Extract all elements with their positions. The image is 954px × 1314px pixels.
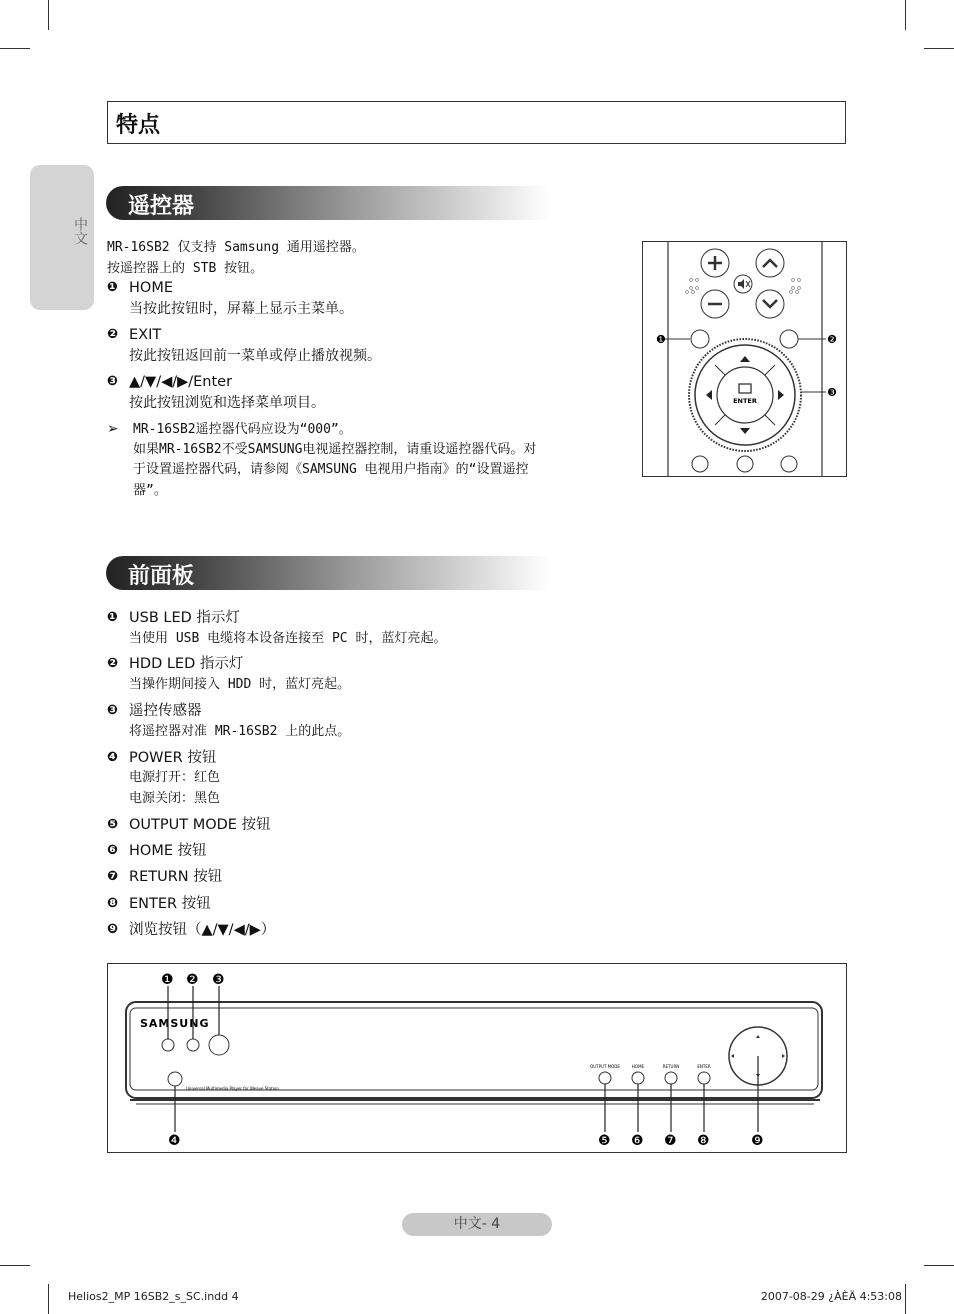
front-item-title: RETURN 按钮 [129, 869, 223, 885]
enter-label: ENTER [733, 397, 757, 405]
front-item-desc: 当操作期间接入 HDD 时，蓝灯亮起。 [129, 677, 351, 692]
volume-up-button [701, 249, 729, 277]
crop-mark [48, 1284, 49, 1314]
language-side-tab [30, 165, 94, 310]
remote-item-number: ❶ [107, 280, 119, 295]
side-tab-label: 中文 [72, 217, 88, 245]
front-panel-section-header [106, 556, 550, 590]
button-label: HOME [631, 1064, 645, 1069]
callout-8: ❽ [697, 1133, 710, 1149]
hdd-led-shape [187, 1039, 199, 1051]
navigation-ring [689, 339, 801, 451]
remote-item-title: EXIT [129, 327, 162, 343]
remote-note-line: 于设置遥控器代码，请参阅《SAMSUNG 电视用户指南》的“设置遥控 [133, 462, 529, 477]
front-item-number: ❶ [107, 610, 119, 625]
crop-mark [48, 0, 49, 30]
home-button-shape [691, 330, 709, 348]
page-title: 特点 [116, 113, 161, 138]
front-item-desc: 电源打开：红色 [129, 770, 221, 785]
button-label: OUTPUT MODE [590, 1064, 620, 1069]
channel-down-button [756, 290, 784, 318]
samsung-logo-text: SAMSUNG [140, 1017, 210, 1030]
front-item-desc: 将遥控器对准 MR-16SB2 上的此点。 [129, 724, 351, 739]
enter-button-shape [698, 1072, 710, 1084]
front-item-title: 浏览按钮（▲/▼/◀/▶） [129, 922, 276, 938]
channel-up-button [756, 249, 784, 277]
remote-sensor-shape [209, 1035, 229, 1055]
front-item-number: ❻ [107, 843, 119, 858]
remote-illustration [643, 242, 847, 477]
callout-7: ❼ [664, 1133, 677, 1149]
button-label: RETURN [662, 1064, 680, 1069]
remote-note-line: MR-16SB2遥控器代码应设为“000”。 [133, 422, 352, 437]
callout-5: ❺ [598, 1133, 611, 1149]
crop-mark [0, 48, 30, 49]
remote-item-number: ❷ [107, 327, 119, 342]
callout-1: ❶ [161, 972, 174, 988]
remote-diagram [642, 241, 847, 477]
callout-2: ❷ [827, 333, 837, 346]
front-item-title: POWER 按钮 [129, 750, 217, 766]
crop-mark [924, 48, 954, 49]
front-item-title: 遥控传感器 [129, 703, 202, 719]
power-button-shape [168, 1072, 182, 1086]
remote-item-desc: 当按此按钮时，屏幕上显示主菜单。 [129, 301, 353, 317]
remote-note-line: 如果MR-16SB2不受SAMSUNG电视遥控器控制，请重设遥控器代码。对 [133, 442, 537, 457]
note-arrow-icon: ➢ [107, 421, 119, 437]
front-item-title: HOME 按钮 [129, 843, 207, 859]
remote-intro-1: MR-16SB2 仅支持 Samsung 通用遥控器。 [107, 240, 365, 255]
volume-down-button [701, 290, 729, 318]
front-item-title: USB LED 指示灯 [129, 610, 240, 626]
mute-button [734, 275, 752, 293]
front-item-number: ❺ [107, 817, 119, 832]
front-item-number: ❸ [107, 703, 119, 718]
crop-mark [0, 1265, 30, 1266]
callout-3: ❸ [212, 972, 225, 988]
footer-timestamp: 2007-08-29 ¿ÀÈÄ 4:53:08 [760, 1290, 902, 1303]
front-item-desc: 电源关闭：黑色 [129, 791, 221, 806]
front-item-title: HDD LED 指示灯 [129, 656, 244, 672]
front-item-title: ENTER 按钮 [129, 896, 211, 912]
home-button-shape [632, 1072, 644, 1084]
page-number: 中文- 4 [402, 1213, 552, 1236]
return-button-shape [665, 1072, 677, 1084]
front-panel-illustration [108, 964, 845, 1151]
tagline-text: Universal Multimedia Player for Weave Station [186, 1086, 279, 1091]
callout-4: ❹ [168, 1133, 181, 1149]
callout-6: ❻ [631, 1133, 644, 1149]
remote-item-number: ❸ [107, 374, 119, 389]
output-mode-button-shape [599, 1072, 611, 1084]
callout-1: ❶ [656, 333, 666, 346]
exit-button-shape [780, 330, 798, 348]
callout-9: ❾ [751, 1133, 764, 1149]
front-item-desc: 当使用 USB 电缆将本设备连接至 PC 时，蓝灯亮起。 [129, 631, 447, 646]
page-title-box [107, 101, 846, 144]
remote-note-line: 器”。 [133, 483, 167, 498]
remote-item-title: ▲/▼/◀/▶/Enter [129, 374, 233, 390]
button-label: ENTER [697, 1064, 711, 1069]
callout-3: ❸ [827, 386, 837, 399]
front-item-number: ❽ [107, 896, 119, 911]
crop-mark [905, 1284, 906, 1314]
remote-section-header [106, 186, 550, 220]
front-panel-section-title: 前面板 [128, 564, 195, 589]
remote-section-title: 遥控器 [128, 194, 195, 219]
crop-mark [905, 0, 906, 30]
usb-led-shape [162, 1039, 174, 1051]
front-item-number: ❾ [107, 922, 119, 937]
front-item-number: ❹ [107, 750, 119, 765]
remote-item-desc: 按此按钮返回前一菜单或停止播放视频。 [129, 348, 381, 364]
front-panel-diagram [107, 963, 847, 1153]
footer-file-name: Helios2_MP 16SB2_s_SC.indd 4 [68, 1290, 239, 1303]
front-item-number: ❷ [107, 656, 119, 671]
callout-2: ❷ [186, 972, 199, 988]
crop-mark [924, 1265, 954, 1266]
remote-item-title: HOME [129, 280, 173, 296]
front-item-number: ❼ [107, 869, 119, 884]
remote-intro-2: 按遥控器上的 STB 按钮。 [107, 261, 264, 276]
remote-item-desc: 按此按钮浏览和选择菜单项目。 [129, 395, 325, 411]
front-item-title: OUTPUT MODE 按钮 [129, 817, 271, 833]
